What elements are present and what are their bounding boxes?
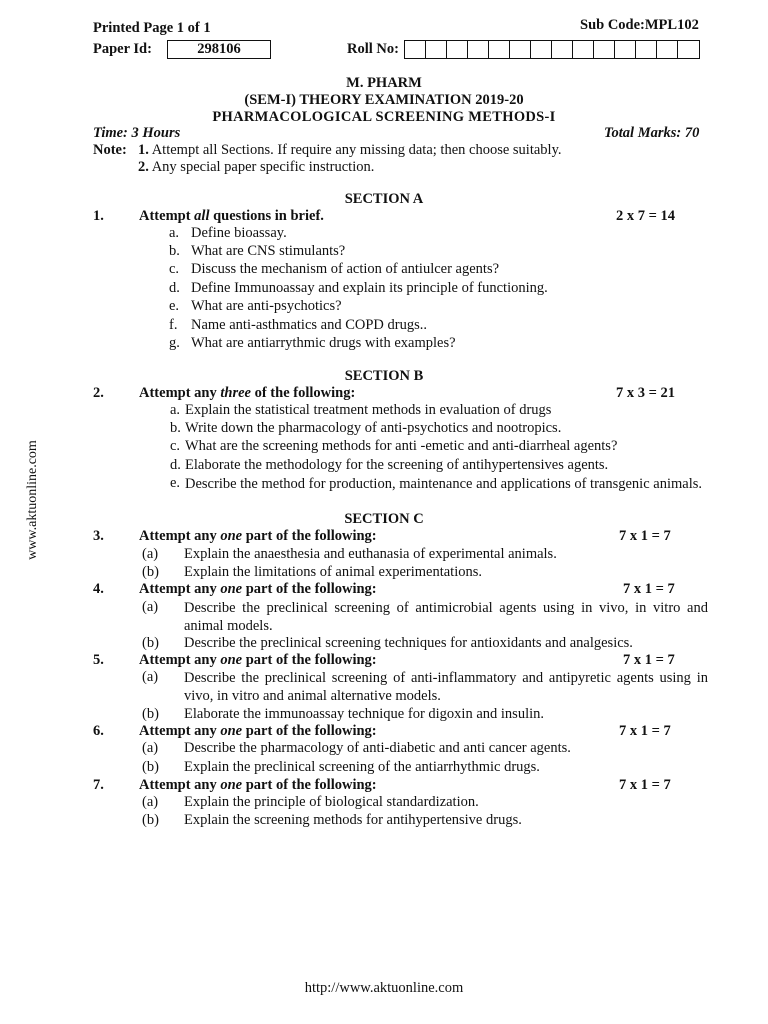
q4-marks: 7 x 1 = 7 (623, 581, 675, 597)
note-2-num: 2. (138, 159, 149, 175)
note-1-text: Attempt all Sections. If require any missing data; then choose suitably. (151, 142, 562, 158)
q5-marks: 7 x 1 = 7 (623, 652, 675, 668)
q2-item-label: a. (170, 402, 181, 418)
q1-item-label: d. (169, 280, 180, 296)
q5-number: 5. (93, 652, 104, 668)
note-1-num: 1. (138, 142, 149, 158)
q5-part-label: (a) (142, 669, 159, 685)
q5-part-text: Describe the preclinical screening of anti-inflammatory and antipyretic agents using in vivo, in vitro and animal alternative models. (184, 670, 708, 704)
q2-item-text: Write down the pharmacology of anti-psychotics and nootropics. (185, 420, 562, 436)
q7-marks: 7 x 1 = 7 (619, 777, 671, 793)
q3-number: 3. (93, 528, 104, 544)
q1-item-text: Define bioassay. (191, 225, 287, 241)
q1-item-label: e. (169, 298, 180, 314)
q4-number: 4. (93, 581, 104, 597)
q2-item-text: Explain the statistical treatment methods in evaluation of drugs (185, 402, 552, 418)
q7-part-text: Explain the principle of biological standardization. (184, 794, 479, 810)
q3-instruction: Attempt any one part of the following: (139, 528, 377, 544)
roll-no-cell (531, 41, 552, 58)
roll-no-cell (615, 41, 636, 58)
q1-marks: 2 x 7 = 14 (616, 208, 676, 224)
note-1 (138, 142, 562, 159)
q2-item-label: c. (170, 438, 181, 454)
q7-part-label: (b) (142, 812, 159, 828)
q7-instruction: Attempt any one part of the following: (139, 777, 377, 793)
q7-number: 7. (93, 777, 104, 793)
q7-part-label: (a) (142, 794, 159, 810)
q2-item-label: b. (170, 420, 181, 436)
q1-item-text: Define Immunoassay and explain its principle of functioning. (191, 280, 548, 296)
q2-item-label: d. (170, 457, 181, 473)
q2-item-text: Describe the method for production, maintenance and applications of transgenic animals. (185, 476, 702, 492)
note-2 (138, 159, 374, 176)
roll-no-cell (426, 41, 447, 58)
q1-item-text: What are CNS stimulants? (191, 243, 346, 259)
roll-no-boxes (404, 40, 700, 59)
q4-part-label: (a) (142, 599, 159, 615)
time-label: Time: 3 Hours (93, 125, 181, 141)
q2-marks: 7 x 3 = 21 (616, 385, 676, 401)
paper-id-label: Paper Id: (93, 41, 152, 57)
side-watermark-url: www.aktuonline.com (25, 440, 40, 560)
roll-no-cell (657, 41, 678, 58)
q1-number: 1. (93, 208, 104, 224)
note-2-text: Any special paper specific instruction. (151, 159, 375, 175)
roll-no-cell (489, 41, 510, 58)
title-subject: PHARMACOLOGICAL SCREENING METHODS-I (212, 109, 556, 125)
sub-code: Sub Code:MPL102 (580, 17, 699, 33)
q1-item-label: c. (169, 261, 180, 277)
q6-instruction: Attempt any one part of the following: (139, 723, 377, 739)
q4-part-label: (b) (142, 635, 159, 651)
q3-marks: 7 x 1 = 7 (619, 528, 671, 544)
roll-no-cell (510, 41, 531, 58)
section-b-heading: SECTION B (344, 368, 424, 384)
q4-part-text: Describe the preclinical screening techniques for antioxidants and analgesics. (184, 635, 633, 651)
q1-item-label: f. (169, 317, 178, 333)
section-c-heading: SECTION C (344, 511, 424, 527)
q5-part-label: (b) (142, 706, 159, 722)
q5-part-text: Elaborate the immunoassay technique for digoxin and insulin. (184, 706, 545, 722)
q5-instruction: Attempt any one part of the following: (139, 652, 377, 668)
roll-no-cell (636, 41, 657, 58)
q6-part-text: Explain the preclinical screening of the antiarrhythmic drugs. (184, 759, 540, 775)
roll-no-label: Roll No: (347, 41, 399, 57)
q2-number: 2. (93, 385, 104, 401)
q4-part-text: Describe the preclinical screening of antimicrobial agents using in vivo, in vitro and animal models. (184, 600, 708, 634)
note-label: Note: (93, 142, 127, 158)
total-marks: Total Marks: 70 (604, 125, 700, 141)
q4-instruction: Attempt any one part of the following: (139, 581, 377, 597)
roll-no-cell (468, 41, 489, 58)
roll-no-cell (594, 41, 615, 58)
q2-item-text: Elaborate the methodology for the screening of antihypertensives agents. (185, 457, 609, 473)
q3-part-text: Explain the anaesthesia and euthanasia of experimental animals. (184, 546, 557, 562)
roll-no-cell (552, 41, 573, 58)
footer-url: http://www.aktuonline.com (304, 980, 464, 996)
q6-part-text: Describe the pharmacology of anti-diabetic and anti cancer agents. (184, 740, 571, 756)
title-program: M. PHARM (346, 75, 422, 91)
q1-item-text: Name anti-asthmatics and COPD drugs.. (191, 317, 427, 333)
section-a-heading: SECTION A (344, 191, 424, 207)
q1-item-label: g. (169, 335, 180, 351)
q1-item-label: b. (169, 243, 180, 259)
q3-part-label: (b) (142, 564, 159, 580)
title-exam: (SEM-I) THEORY EXAMINATION 2019-20 (244, 92, 524, 108)
roll-no-cell (447, 41, 468, 58)
roll-no-cell (405, 41, 426, 58)
q3-part-label: (a) (142, 546, 159, 562)
q7-part-text: Explain the screening methods for antihypertensive drugs. (184, 812, 522, 828)
q2-item-label: e. (170, 475, 181, 491)
q1-instruction: Attempt all questions in brief. (139, 208, 324, 224)
roll-no-cell (678, 41, 699, 58)
q6-number: 6. (93, 723, 104, 739)
q6-marks: 7 x 1 = 7 (619, 723, 671, 739)
q2-item-text: What are the screening methods for anti -emetic and anti-diarrheal agents? (185, 438, 618, 454)
q1-item-text: Discuss the mechanism of action of antiulcer agents? (191, 261, 500, 277)
printed-page-label: Printed Page 1 of 1 (93, 20, 211, 36)
q1-item-text: What are anti-psychotics? (191, 298, 342, 314)
q3-part-text: Explain the limitations of animal experimentations. (184, 564, 482, 580)
q1-item-text: What are antiarrythmic drugs with examples? (191, 335, 456, 351)
q6-part-label: (b) (142, 759, 159, 775)
q6-part-label: (a) (142, 740, 159, 756)
q1-item-label: a. (169, 225, 180, 241)
q2-instruction: Attempt any three of the following: (139, 385, 356, 401)
roll-no-cell (573, 41, 594, 58)
paper-id-box: 298106 (167, 40, 271, 59)
